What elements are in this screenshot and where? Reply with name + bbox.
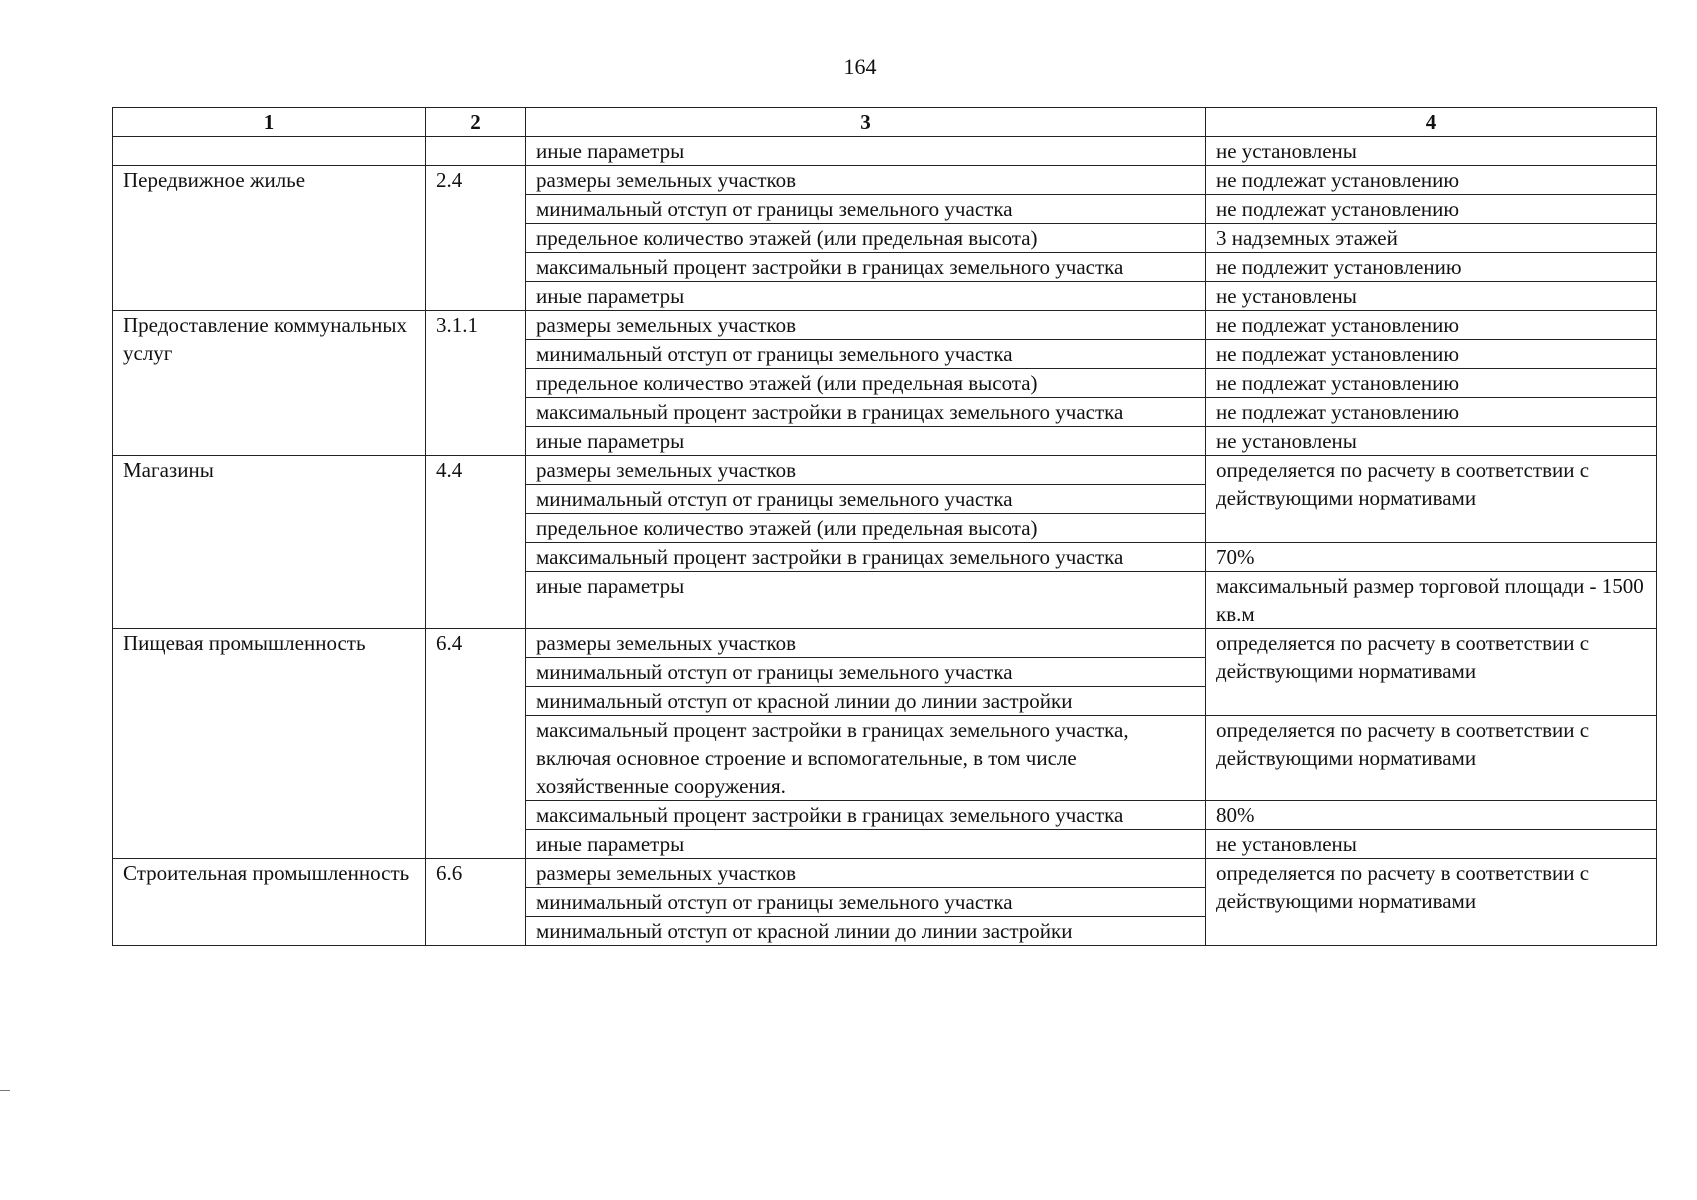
table-row	[113, 311, 1657, 340]
use-name-cell: Магазины	[113, 456, 426, 629]
param-cell: размеры земельных участков	[526, 859, 1206, 888]
use-code-cell: 3.1.1	[426, 311, 526, 456]
param-cell: минимальный отступ от границы земельного участка	[526, 888, 1206, 917]
value-cell: определяется по расчету в соответствии с действующими нормативами	[1206, 629, 1657, 716]
page-number: 164	[843, 54, 877, 79]
column-header: 4	[1206, 108, 1657, 137]
column-header: 2	[426, 108, 526, 137]
param-cell: минимальный отступ от границы земельного участка	[526, 485, 1206, 514]
value-cell: 80%	[1206, 801, 1657, 830]
param-cell: предельное количество этажей (или предельная высота)	[526, 224, 1206, 253]
param-cell: предельное количество этажей (или предельная высота)	[526, 369, 1206, 398]
use-name-cell: Строительная промышленность	[113, 859, 426, 946]
param-cell: размеры земельных участков	[526, 166, 1206, 195]
param-cell: иные параметры	[526, 830, 1206, 859]
param-cell: максимальный процент застройки в границах земельного участка	[526, 801, 1206, 830]
column-header: 1	[113, 108, 426, 137]
use-code-cell: 6.6	[426, 859, 526, 946]
table-row	[113, 859, 1657, 888]
table-row	[113, 629, 1657, 658]
param-cell: максимальный процент застройки в границах земельного участка	[526, 398, 1206, 427]
use-code-cell: 4.4	[426, 456, 526, 629]
param-cell: предельное количество этажей (или предельная высота)	[526, 514, 1206, 543]
table-header-row	[113, 108, 1657, 137]
param-cell: размеры земельных участков	[526, 629, 1206, 658]
param-cell: иные параметры	[526, 282, 1206, 311]
use-code-cell: 6.4	[426, 629, 526, 859]
value-cell: 3 надземных этажей	[1206, 224, 1657, 253]
value-cell: 70%	[1206, 543, 1657, 572]
param-cell: минимальный отступ от границы земельного участка	[526, 340, 1206, 369]
value-cell: определяется по расчету в соответствии с действующими нормативами	[1206, 859, 1657, 946]
value-cell: не подлежит установлению	[1206, 253, 1657, 282]
value-cell: не установлены	[1206, 282, 1657, 311]
use-name-cell: Пищевая промышленность	[113, 629, 426, 859]
use-name-cell: Предоставление коммунальных услуг	[113, 311, 426, 456]
value-cell: не установлены	[1206, 427, 1657, 456]
param-cell: минимальный отступ от границы земельного участка	[526, 658, 1206, 687]
value-cell: не подлежат установлению	[1206, 311, 1657, 340]
table-row	[113, 137, 1657, 166]
zoning-parameters-table	[112, 107, 1657, 946]
column-header: 3	[526, 108, 1206, 137]
param-cell: максимальный процент застройки в границах земельного участка, включая основное строение и вспомогательные, в том числе хозяйственные сооружения.	[526, 716, 1206, 801]
value-cell: определяется по расчету в соответствии с действующими нормативами	[1206, 716, 1657, 801]
param-cell: иные параметры	[526, 572, 1206, 629]
param-cell: размеры земельных участков	[526, 456, 1206, 485]
param-cell: размеры земельных участков	[526, 311, 1206, 340]
value-cell: определяется по расчету в соответствии с действующими нормативами	[1206, 456, 1657, 543]
table-row	[113, 456, 1657, 485]
value-cell: не подлежат установлению	[1206, 369, 1657, 398]
value-cell: не установлены	[1206, 137, 1657, 166]
value-cell: не подлежат установлению	[1206, 340, 1657, 369]
table-row	[113, 166, 1657, 195]
use-name-cell: Передвижное жилье	[113, 166, 426, 311]
value-cell: не установлены	[1206, 830, 1657, 859]
param-cell: минимальный отступ от красной линии до линии застройки	[526, 917, 1206, 946]
value-cell: не подлежат установлению	[1206, 195, 1657, 224]
param-cell: максимальный процент застройки в границах земельного участка	[526, 543, 1206, 572]
param-cell: минимальный отступ от красной линии до линии застройки	[526, 687, 1206, 716]
value-cell: не подлежат установлению	[1206, 398, 1657, 427]
param-cell: минимальный отступ от границы земельного участка	[526, 195, 1206, 224]
use-code-cell: 2.4	[426, 166, 526, 311]
param-cell: иные параметры	[526, 137, 1206, 166]
value-cell: не подлежат установлению	[1206, 166, 1657, 195]
param-cell: иные параметры	[526, 427, 1206, 456]
param-cell: максимальный процент застройки в границах земельного участка	[526, 253, 1206, 282]
value-cell: максимальный размер торговой площади - 1500 кв.м	[1206, 572, 1657, 629]
scan-edge-mark	[0, 1090, 10, 1091]
use-name-cell	[113, 137, 426, 166]
use-code-cell	[426, 137, 526, 166]
